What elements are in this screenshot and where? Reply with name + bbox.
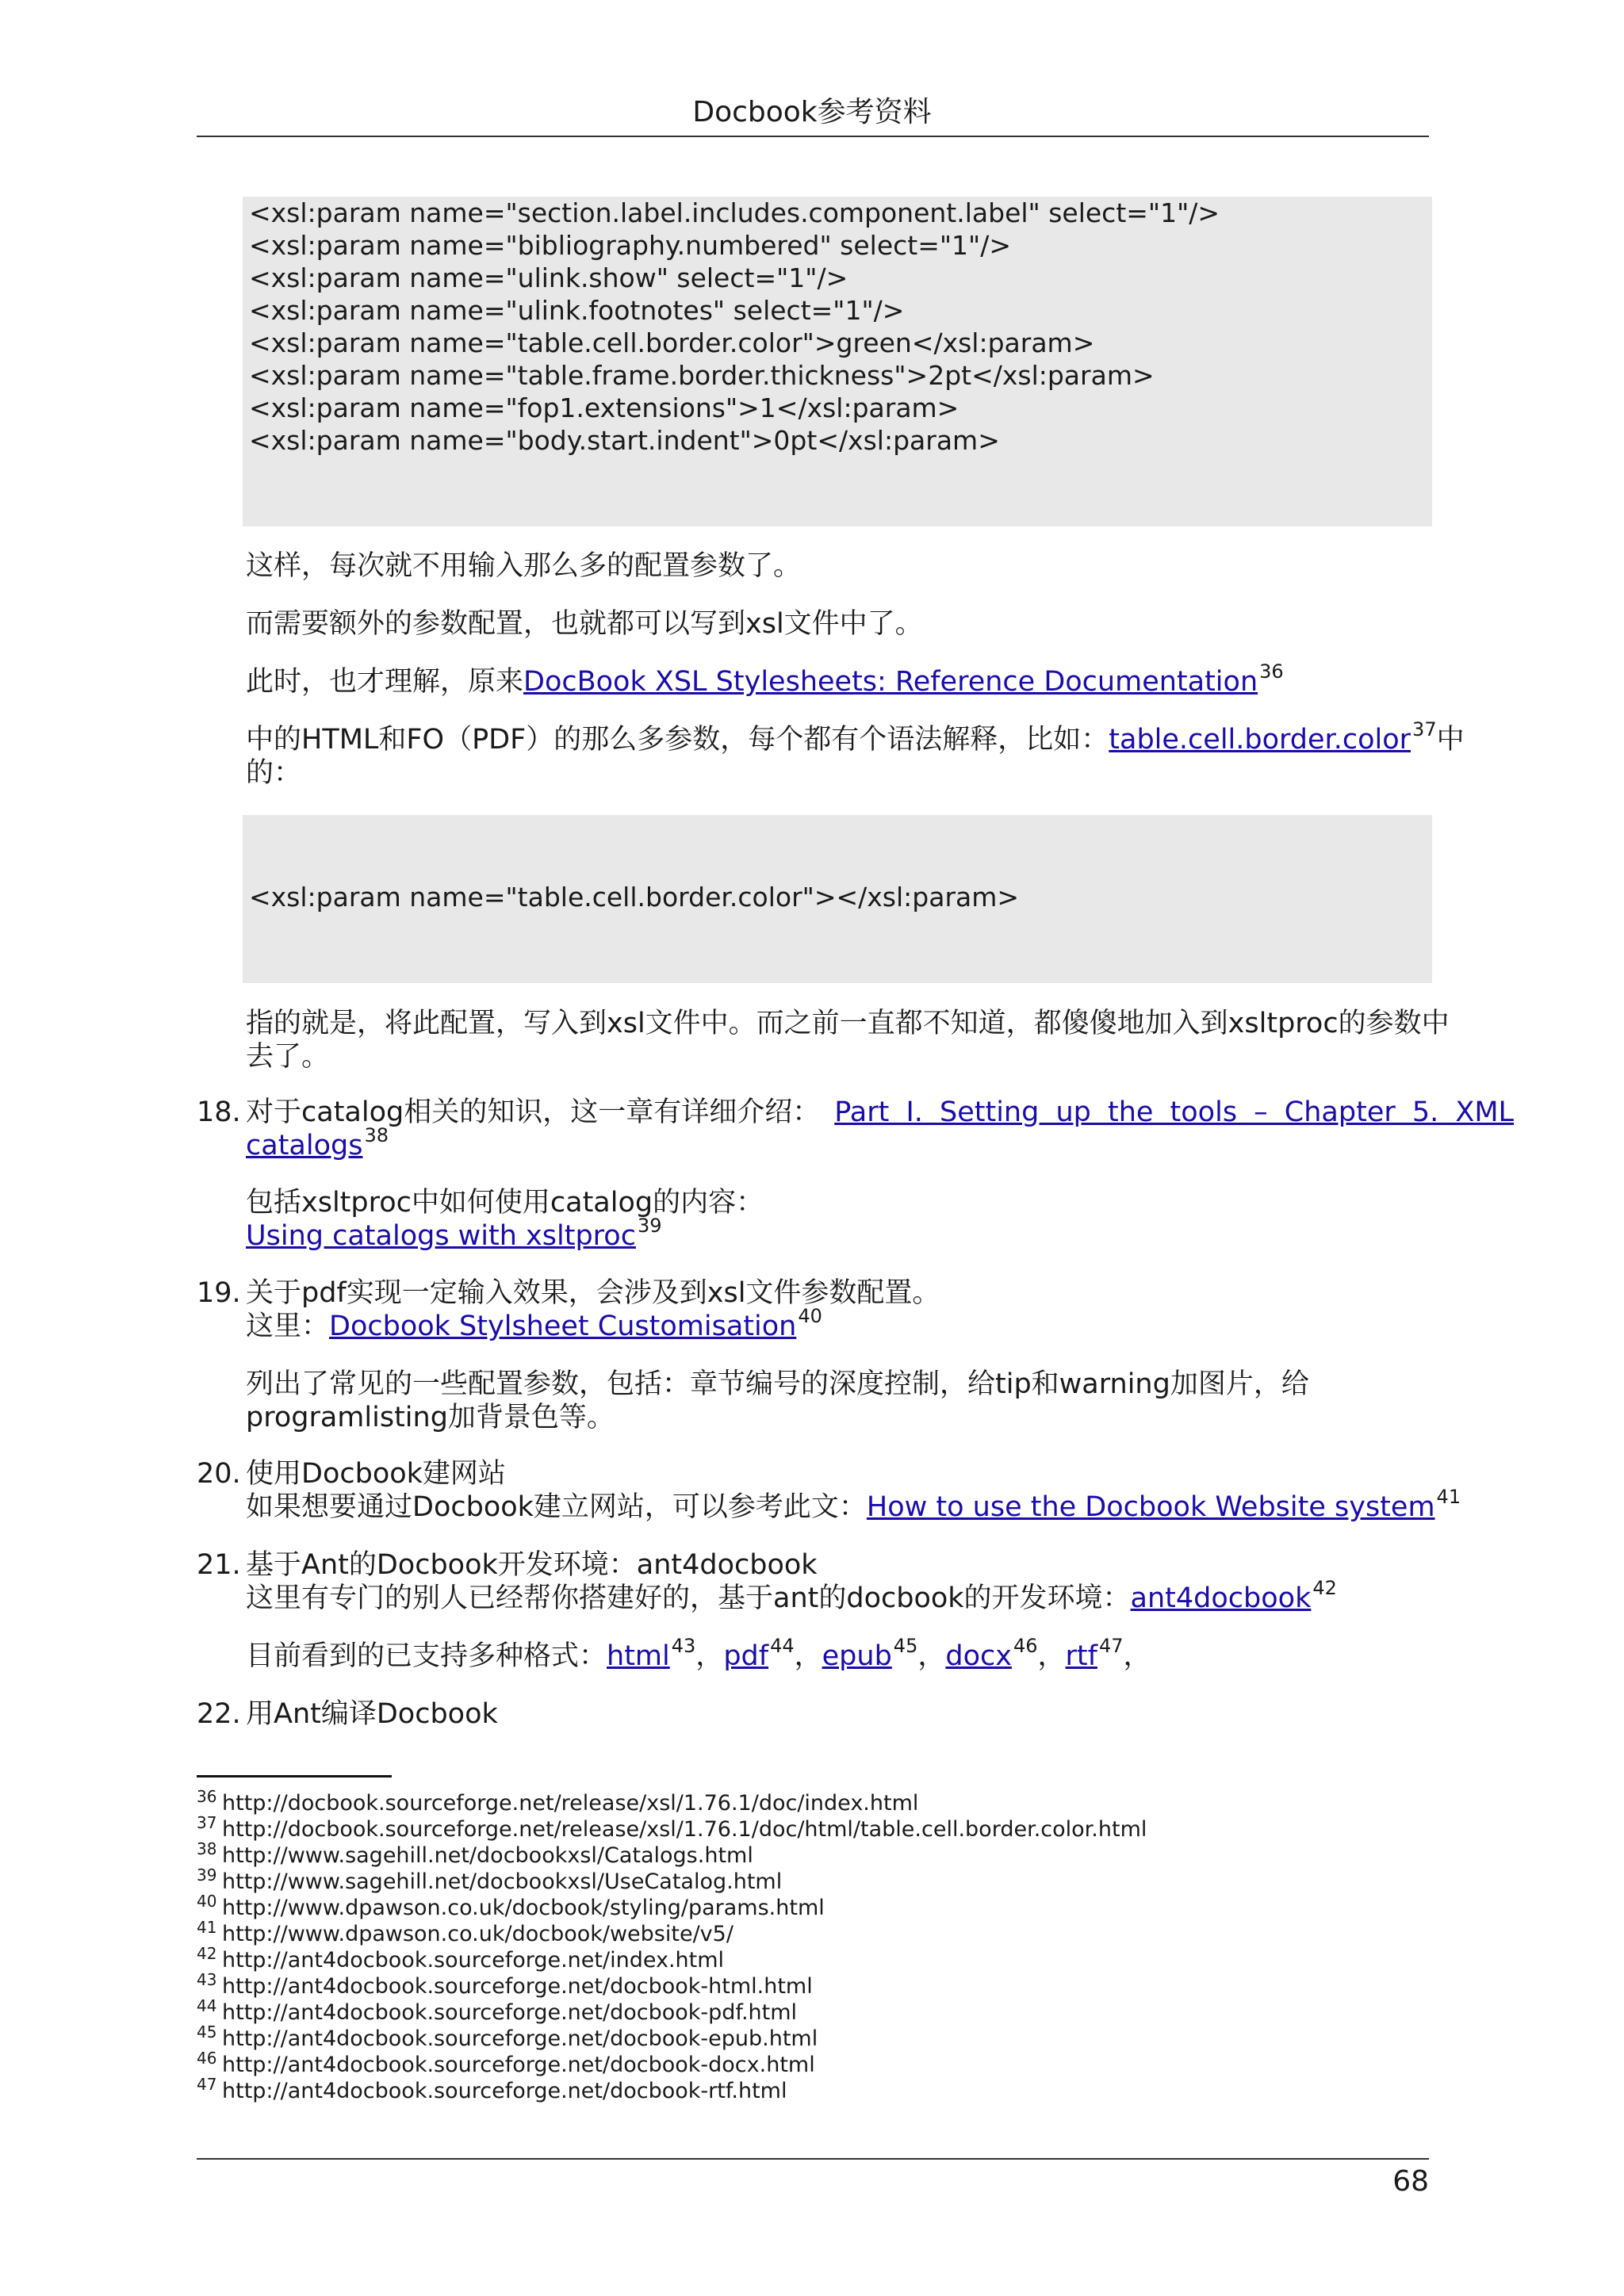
list-item-catalog-cont [246, 1124, 1427, 1162]
link-format-pdf[interactable]: pdf [723, 1640, 769, 1672]
list-number: 18. [197, 1096, 241, 1128]
footnote-number: 45 [197, 2022, 217, 2042]
list-number: 20. [197, 1458, 241, 1490]
list-item-pdf-cont [246, 1305, 1427, 1343]
footnote-url[interactable]: http://www.sagehill.net/docbookxsl/Catalogs.html [222, 1843, 753, 1868]
footnote-number: 42 [197, 1944, 217, 1963]
separator: ， [1037, 1640, 1066, 1672]
code-line: <xsl:param name="table.frame.border.thickness">2pt</xsl:param> [249, 360, 1155, 391]
code-line: <xsl:param name="body.start.indent">0pt</xsl:param> [249, 425, 1000, 456]
footnote-number: 40 [197, 1892, 217, 1911]
paragraph-params-explained [246, 718, 1465, 756]
list-number: 22. [197, 1698, 241, 1730]
footnote-ref[interactable]: 38 [364, 1124, 389, 1146]
footnote-ref[interactable]: 42 [1312, 1577, 1337, 1599]
footnote-ref[interactable]: 47 [1098, 1635, 1124, 1657]
paragraph: 这样，每次就不用输入那么多的配置参数了。 [246, 550, 802, 582]
list-number: 21. [197, 1549, 241, 1581]
paragraph: 列出了常见的一些配置参数，包括：章节编号的深度控制，给tip和warning加图片，给 [246, 1368, 1309, 1400]
footnote-number: 39 [197, 1866, 217, 1885]
footnote-number: 46 [197, 2049, 217, 2068]
paragraph: 而需要额外的参数配置，也就都可以写到xsl文件中了。 [246, 608, 923, 640]
paragraph: programlisting加背景色等。 [246, 1402, 615, 1433]
footnote-url[interactable]: http://www.sagehill.net/docbookxsl/UseCatalog.html [222, 1869, 783, 1894]
item-text: 用Ant编译Docbook [246, 1698, 498, 1730]
list-item-website-cont [246, 1486, 1461, 1524]
footnote-ref[interactable]: 36 [1259, 660, 1284, 683]
code-block-table-cell-border [243, 815, 1432, 983]
separator: ， [1123, 1640, 1151, 1672]
supported-formats-line [246, 1635, 1427, 1673]
link-docbook-xsl-reference[interactable]: DocBook XSL Stylesheets: Reference Documentation [523, 666, 1258, 698]
footnote-item [197, 2072, 787, 2104]
footnote-number: 47 [197, 2075, 217, 2094]
item-text: 基于Ant的Docbook开发环境：ant4docbook [246, 1549, 818, 1581]
code-block-xsl-params [243, 197, 1432, 526]
link-docbook-website-system[interactable]: How to use the Docbook Website system [866, 1491, 1435, 1523]
paragraph: 指的就是，将此配置，写入到xsl文件中。而之前一直都不知道，都傻傻地加入到xsltproc的参数中 [246, 1008, 1450, 1039]
code-line: <xsl:param name="bibliography.numbered" select="1"/> [249, 230, 1011, 261]
footnote-number: 44 [197, 1996, 217, 2015]
paragraph: 包括xsltproc中如何使用catalog的内容： [246, 1187, 764, 1219]
footnote-number: 37 [197, 1813, 217, 1832]
link-xml-catalogs-chapter[interactable]: Part I. Setting up the tools – Chapter 5. XML [834, 1096, 1515, 1128]
link-ant4docbook[interactable]: ant4docbook [1130, 1582, 1312, 1614]
separator: ， [917, 1640, 946, 1672]
paragraph-using-catalogs [246, 1215, 1427, 1253]
list-item-catalog [246, 1096, 1515, 1129]
footnote-url[interactable]: http://ant4docbook.sourceforge.net/index.html [222, 1948, 725, 1973]
list-number: 19. [197, 1277, 241, 1309]
footnote-url[interactable]: http://www.dpawson.co.uk/docbook/website/v5/ [222, 1922, 733, 1946]
footnote-url[interactable]: http://ant4docbook.sourceforge.net/docbook-pdf.html [222, 2000, 798, 2025]
footnote-separator [197, 1775, 392, 1777]
footnote-number: 36 [197, 1787, 217, 1806]
item-text: 使用Docbook建网站 [246, 1458, 506, 1490]
separator: ， [794, 1640, 822, 1672]
footnote-ref[interactable]: 44 [770, 1635, 795, 1657]
footnote-number: 38 [197, 1839, 217, 1858]
footnote-url[interactable]: http://docbook.sourceforge.net/release/xsl/1.76.1/doc/index.html [222, 1791, 919, 1816]
list-item-ant4docbook-cont [246, 1577, 1427, 1615]
paragraph-text: 此时，也才理解，原来 [246, 666, 524, 698]
paragraph-text: 中 [1436, 724, 1465, 756]
code-line: <xsl:param name="section.label.includes.component.label" select="1"/> [249, 197, 1220, 228]
item-text: 如果想要通过Docbook建立网站，可以参考此文： [246, 1491, 867, 1523]
code-line: <xsl:param name="table.cell.border.color"></xsl:param> [249, 882, 1020, 913]
link-docbook-stylesheet-customisation[interactable]: Docbook Stylsheet Customisation [329, 1311, 797, 1342]
link-using-catalogs-xsltproc[interactable]: Using catalogs with xsltproc [246, 1220, 636, 1252]
footnote-url[interactable]: http://docbook.sourceforge.net/release/xsl/1.76.1/doc/html/table.cell.border.color.html [222, 1817, 1147, 1842]
paragraph-text: 的： [246, 757, 302, 789]
footnote-ref[interactable]: 40 [798, 1305, 822, 1327]
footnote-ref[interactable]: 45 [893, 1635, 918, 1657]
footnote-ref[interactable]: 43 [671, 1635, 696, 1657]
item-text: 关于pdf实现一定输入效果，会涉及到xsl文件参数配置。 [246, 1277, 940, 1309]
page-number: 68 [1392, 2165, 1429, 2198]
link-format-docx[interactable]: docx [945, 1640, 1012, 1672]
footnote-url[interactable]: http://ant4docbook.sourceforge.net/docbook-epub.html [222, 2026, 818, 2051]
running-header-title: Docbook参考资料 [692, 96, 932, 128]
footnote-url[interactable]: http://ant4docbook.sourceforge.net/docbook-html.html [222, 1974, 813, 1999]
footnote-number: 43 [197, 1970, 217, 1989]
footnote-url[interactable]: http://ant4docbook.sourceforge.net/docbook-rtf.html [222, 2079, 787, 2103]
footer-rule [197, 2158, 1429, 2160]
code-line: <xsl:param name="table.cell.border.color">green</xsl:param> [249, 327, 1095, 358]
paragraph: 去了。 [246, 1041, 330, 1073]
header-rule [197, 136, 1429, 137]
link-table-cell-border-color[interactable]: table.cell.border.color [1109, 724, 1411, 756]
paragraph-text: 中的HTML和FO（PDF）的那么多参数，每个都有个语法解释，比如： [246, 724, 1109, 756]
item-text: 这里有专门的别人已经帮你搭建好的，基于ant的docbook的开发环境： [246, 1582, 1131, 1614]
code-line: <xsl:param name="fop1.extensions">1</xsl:param> [249, 392, 959, 423]
link-format-html[interactable]: html [607, 1640, 670, 1672]
paragraph-reference-doc [246, 660, 1427, 698]
footnote-url[interactable]: http://ant4docbook.sourceforge.net/docbook-docx.html [222, 2053, 815, 2077]
link-format-epub[interactable]: epub [822, 1640, 892, 1672]
link-xml-catalogs-chapter-cont[interactable]: catalogs [246, 1130, 363, 1161]
item-text: 对于catalog相关的知识，这一章有详细介绍： [246, 1096, 821, 1128]
footnote-ref[interactable]: 39 [637, 1215, 662, 1237]
footnote-ref[interactable]: 41 [1436, 1486, 1461, 1508]
item-text: 目前看到的已支持多种格式： [246, 1640, 607, 1672]
separator: ， [695, 1640, 724, 1672]
item-text: 这里： [246, 1311, 330, 1342]
code-line: <xsl:param name="ulink.show" select="1"/> [249, 262, 848, 293]
footnote-url[interactable]: http://www.dpawson.co.uk/docbook/styling/params.html [222, 1896, 825, 1920]
footnote-number: 41 [197, 1918, 217, 1937]
code-line: <xsl:param name="ulink.footnotes" select="1"/> [249, 295, 905, 326]
footnote-ref[interactable]: 37 [1412, 718, 1437, 740]
footnote-ref[interactable]: 46 [1013, 1635, 1038, 1657]
link-format-rtf[interactable]: rtf [1065, 1640, 1097, 1672]
